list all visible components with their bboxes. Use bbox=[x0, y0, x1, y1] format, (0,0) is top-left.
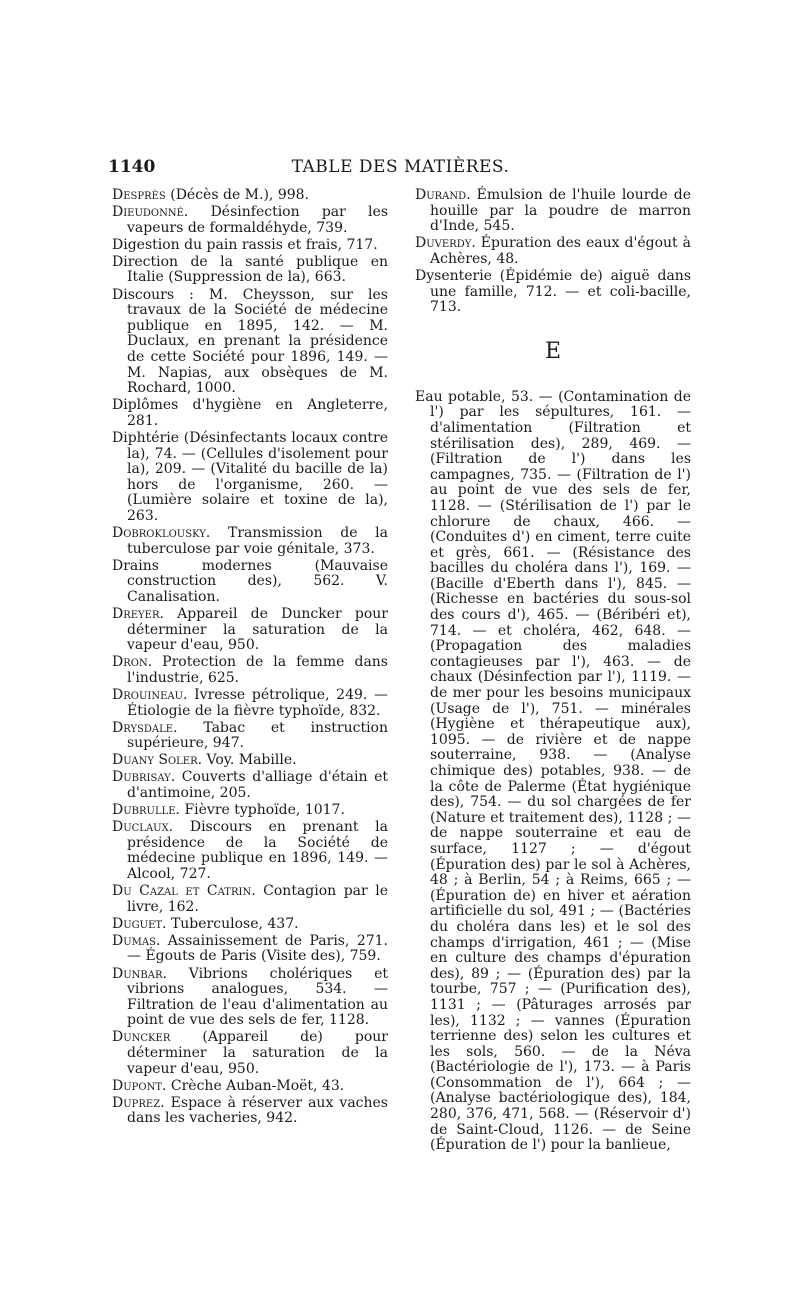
entry-text: . Désinfection par les vapeurs de formaldéhyde, 739. bbox=[127, 204, 388, 236]
index-entry bbox=[112, 255, 388, 286]
index-entry bbox=[112, 820, 388, 882]
entry-text: . Discours en prenant la présidence de la Société de médecine publique en 1896, 149. — Alcool, 727. bbox=[127, 819, 388, 882]
right-column-bottom-entries bbox=[415, 390, 691, 1154]
entry-text: . Fièvre typhoïde, 1017. bbox=[175, 802, 345, 819]
entry-headword: Duncker bbox=[112, 1029, 171, 1046]
index-entry bbox=[415, 390, 691, 1154]
index-entry bbox=[112, 934, 388, 965]
entry-headword: Dunbar bbox=[112, 965, 163, 982]
entry-headword: Duprez bbox=[112, 1094, 161, 1111]
entry-headword: Duclaux bbox=[112, 819, 169, 836]
entry-text: Diplômes d'hygiène en Angleterre, 281. bbox=[112, 397, 388, 429]
entry-text: (Appareil de) pour déterminer la saturation de la vapeur d'eau, 950. bbox=[127, 1029, 388, 1077]
index-entry bbox=[112, 655, 388, 686]
entry-text: Diphtérie (Désinfectants locaux contre la), 74. — (Cellules d'isolement pour la), 209. — (Vitalité du bacille de la) hors de l'organisme, 260. — (Lumière solaire et toxine de la), 263. bbox=[112, 429, 388, 524]
index-entry bbox=[415, 188, 691, 235]
index-entry bbox=[112, 688, 388, 719]
index-entry bbox=[415, 236, 691, 267]
entry-text: . Assainissement de Paris, 271. — Égouts de Paris (Visite des), 759. bbox=[127, 932, 388, 965]
entry-headword: Dupont bbox=[112, 1077, 162, 1094]
right-column-top-entries bbox=[415, 188, 691, 316]
page-number: 1140 bbox=[108, 157, 156, 177]
index-entry bbox=[112, 205, 388, 236]
index-entry bbox=[112, 1030, 388, 1077]
entry-text: . Voy. Mabille. bbox=[197, 752, 297, 769]
entry-headword: Dubrisay bbox=[112, 769, 171, 786]
index-entry bbox=[112, 884, 388, 915]
left-column bbox=[112, 188, 388, 1128]
entry-headword: Dron bbox=[112, 654, 148, 671]
index-entry bbox=[112, 288, 388, 397]
entry-text: Dysenterie (Épidémie de) aiguë dans une famille, 712. — et coli-bacille, 713. bbox=[415, 267, 691, 316]
index-entry bbox=[112, 188, 388, 204]
index-entry bbox=[112, 526, 388, 557]
entry-text: . Épuration des eaux d'égout à Achères, 48. bbox=[430, 235, 691, 267]
entry-text: Direction de la santé publique en Italie (Suppression de la), 663. bbox=[112, 253, 388, 286]
entry-headword: Du Cazal et Catrin bbox=[112, 883, 252, 900]
index-entry bbox=[112, 398, 388, 429]
entry-headword: Duguet bbox=[112, 915, 163, 932]
entry-text: . Tabac et instruction supérieure, 947. bbox=[127, 719, 388, 752]
index-entry bbox=[112, 238, 388, 254]
entry-text: . Crèche Auban-Moët, 43. bbox=[162, 1077, 345, 1094]
entry-text: . Vibrions cholériques et vibrions analogues, 534. — Filtration de l'eau d'alimentation au point de vue des sels de fer, 1128. bbox=[127, 965, 388, 1029]
entry-headword: Dieudonné bbox=[112, 204, 184, 221]
entry-text: Discours : M. Cheysson, sur les travaux de la Société de médecine publique en 1895, 142. — M. Duclaux, en prenant la présidence de cette Société pour 1896, 149. — M. Napias, aux obsèques de M. Rochard, 1000. bbox=[112, 286, 388, 397]
entry-headword: Drouineau bbox=[112, 686, 184, 703]
entry-headword: Duany Soler bbox=[112, 752, 198, 769]
entry-headword: Duverdy bbox=[415, 235, 472, 252]
entry-text: Digestion du pain rassis et frais, 717. bbox=[112, 236, 378, 253]
index-entry bbox=[112, 753, 388, 769]
entry-headword: Drysdale bbox=[112, 719, 174, 736]
index-entry bbox=[112, 1096, 388, 1127]
entry-text: . Contagion par le livre, 162. bbox=[127, 883, 388, 915]
index-entry bbox=[112, 431, 388, 525]
entry-text: (Décès de M.), 998. bbox=[165, 187, 309, 203]
entry-text: . Espace à réserver aux vaches dans les vacheries, 942. bbox=[127, 1094, 388, 1127]
entry-headword: Durand bbox=[415, 187, 467, 203]
page-title: TABLE DES MATIÈRES. bbox=[291, 157, 510, 177]
entry-text: Eau potable, 53. — (Contamination de l') par les sépultures, 161. — d'alimentation (Filtration et stérilisation des), 289, 469. — (Filtration de l') dans les campagnes, 735. — (Filtration de l') au point de vue des sels de fer, 1128. — (Stérilisation de l') par le chlorure de chaux, 466. — (Conduites d') en ciment, terre cuite et grès, 661. — (Résistance des bacilles du choléra dans l'), 169. — (Bacille d'Eberth dans l'), 845. — (Richesse en bactéries du sous-sol des cours d'), 465. — (Béribéri et), 714. — et choléra, 462, 648. — (Propagation des maladies contagieuses par l'), 463. — de chaux (Désinfection par l'), 1119. — de mer pour les besoins municipaux (Usage de l'), 751. — minérales (Hygiène et thérapeutique aux), 1095. — de rivière et de nappe souterraine, 938. — (Analyse chimique des) potables, 938. — de la côte de Palerme (État hygiénique des), 754. — du sol chargées de fer (Nature et traitement des), 1128 ; — de nappe souterraine et eau de surface, 1127 ; — d'égout (Épuration des) par le sol à Achères, 48 ; à Berlin, 54 ; à Reims, 665 ; — (Épuration de) en hiver et aération artificielle du sol, 491 ; — (Bactéries du choléra dans les) et le sol des champs d'irrigation, 461 ; — (Mise en culture des champs d'épuration des), 89 ; — (Épuration des) par la tourbe, 757 ; — (Purification des), 1131 ; — (Pâturages arrosés par les), 1132 ; — vannes (Épuration terrienne des) selon les cultures et les sols, 560. — de la Néva (Bactériologie de l'), 173. — à Paris (Consommation de l'), 664 ; — (Analyse bactériologique des), 184, 280, 376, 471, 568. — (Réservoir d') de Saint-Cloud, 1126. — de Seine (Épuration de l') pour la banlieue, bbox=[415, 388, 691, 1154]
index-entry bbox=[112, 917, 388, 933]
entry-headword: Dumas bbox=[112, 932, 156, 949]
page-header bbox=[108, 157, 693, 181]
entry-text: . Émulsion de l'huile lourde de houille par la poudre de marron d'Inde, 545. bbox=[430, 187, 691, 235]
right-column bbox=[415, 188, 691, 1155]
section-letter: E bbox=[544, 338, 562, 364]
entry-headword: Dreyer bbox=[112, 605, 160, 622]
entry-headword: Dubrulle bbox=[112, 802, 176, 819]
entry-headword: Dobroklousky bbox=[112, 524, 206, 541]
entry-text: . Transmission de la tuberculose par voie génitale, 373. bbox=[127, 524, 388, 557]
index-entry bbox=[112, 803, 388, 819]
index-entry bbox=[415, 269, 691, 316]
entry-headword: Desprès bbox=[112, 187, 166, 203]
index-entry bbox=[112, 721, 388, 752]
index-entry bbox=[112, 559, 388, 606]
entry-text: . Couverts d'alliage d'étain et d'antimoine, 205. bbox=[127, 769, 388, 801]
index-entry bbox=[112, 770, 388, 801]
entry-text: . Protection de la femme dans l'industrie, 625. bbox=[127, 654, 388, 686]
entry-text: . Tuberculose, 437. bbox=[162, 915, 299, 932]
entry-text: Drains modernes (Mauvaise construction des), 562. V. Canalisation. bbox=[112, 557, 388, 605]
entry-text: . Ivresse pétrolique, 249. — Étiologie de la fièvre typhoïde, 832. bbox=[127, 686, 388, 719]
index-entry bbox=[112, 967, 388, 1029]
entry-text: . Appareil de Duncker pour déterminer la saturation de la vapeur d'eau, 950. bbox=[127, 605, 388, 654]
index-entry bbox=[112, 607, 388, 654]
index-entry bbox=[112, 1079, 388, 1095]
